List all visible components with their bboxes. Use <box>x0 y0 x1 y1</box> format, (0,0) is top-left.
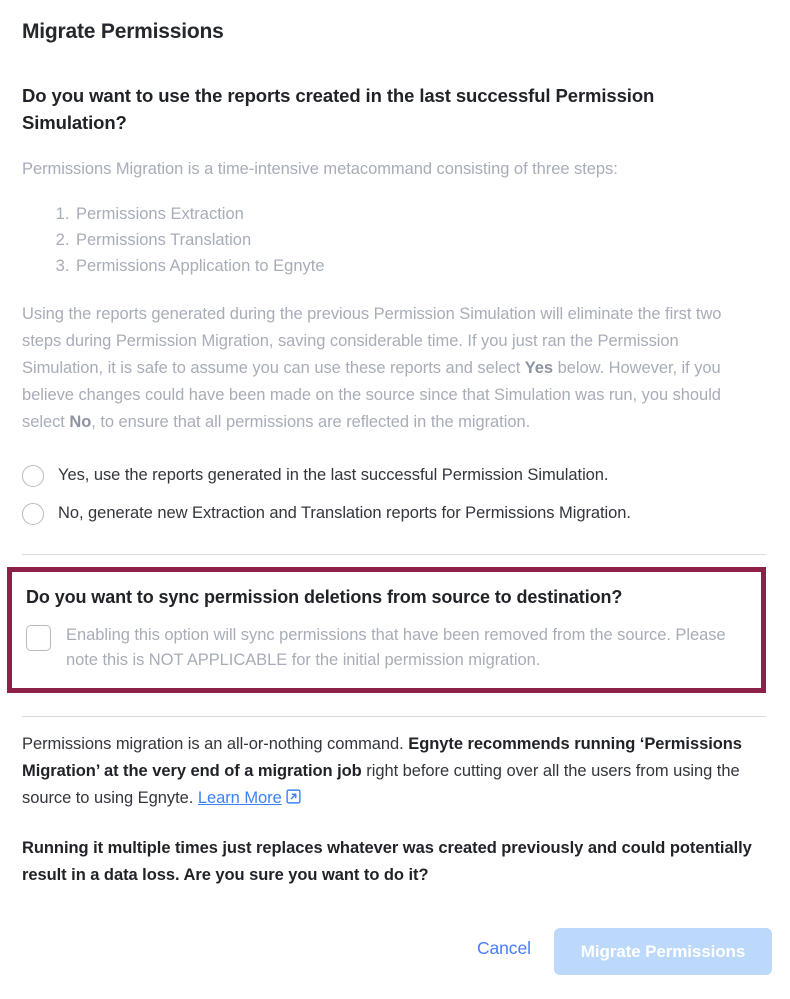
data-loss-warning-text: Running it multiple times just replaces whatever was created previously and could potentially result in a data loss. Are you sure you want to do it? <box>22 839 752 884</box>
explanation-text-3: , to ensure that all permissions are reflected in the migration. <box>91 413 531 431</box>
section2-heading: Do you want to sync permission deletions from source to destination? <box>26 587 623 607</box>
learn-more-label: Learn More <box>197 789 282 807</box>
radio-option-no[interactable] <box>22 497 631 530</box>
dialog-title: Migrate Permissions <box>22 20 224 43</box>
divider-top <box>22 554 766 555</box>
list-item: 2. Permissions Translation <box>74 227 758 253</box>
migration-notice-section <box>22 731 762 889</box>
section1-heading: Do you want to use the reports created in the last successful Permission Simulation? <box>22 85 655 133</box>
list-item: 1. Permissions Extraction <box>74 201 758 227</box>
radio-option-no-label: No, generate new Extraction and Translation reports for Permissions Migration. <box>58 504 631 522</box>
cancel-button[interactable]: Cancel <box>477 938 531 958</box>
section1-intro: Permissions Migration is a time-intensive metacommand consisting of three steps: <box>22 160 618 178</box>
section1-explanation <box>22 301 756 436</box>
dialog-footer <box>0 928 790 978</box>
explanation-text-1: Using the reports generated during the previous Permission Simulation will eliminate the first two steps during Permission Migration, saving considerable time. If you just ran the Permission Simulation, it is safe to assume you can use these reports and select <box>22 305 722 377</box>
explanation-no-emphasis: No <box>69 413 92 431</box>
checkbox-square-icon[interactable] <box>26 625 51 651</box>
migrate-permissions-button[interactable]: Migrate Permissions <box>554 928 772 975</box>
notice-text-2: right before cutting over all the users from using the source to using Egnyte. <box>22 762 740 807</box>
radio-circle-icon[interactable] <box>22 503 44 525</box>
radio-circle-icon[interactable] <box>22 465 44 487</box>
explanation-text-2: below. However, if you believe changes could have been made on the source since that Simulation was run, you should select <box>22 359 721 431</box>
migration-steps-list <box>22 201 758 279</box>
notice-bold-recommendation: Egnyte recommends running ‘Permissions Migration’ at the very end of a migration job <box>22 735 742 780</box>
sync-deletions-section <box>7 567 766 693</box>
reports-question-section <box>22 82 758 436</box>
explanation-yes-emphasis: Yes <box>524 359 554 377</box>
all-or-nothing-paragraph <box>22 731 762 813</box>
notice-text-1: Permissions migration is an all-or-nothing command. <box>22 735 409 753</box>
external-link-icon <box>286 786 301 813</box>
sync-deletions-checkbox-row[interactable] <box>26 623 743 673</box>
reports-radio-group[interactable] <box>22 459 631 530</box>
data-loss-warning <box>22 835 762 889</box>
radio-option-yes-label: Yes, use the reports generated in the last successful Permission Simulation. <box>58 466 609 484</box>
radio-option-yes[interactable] <box>22 459 631 492</box>
sync-deletions-checkbox-label: Enabling this option will sync permissions that have been removed from the source. Please note this is NOT APPLICABLE for the initial permission migration. <box>66 626 726 669</box>
list-item: 3. Permissions Application to Egnyte <box>74 253 758 279</box>
learn-more-link[interactable] <box>198 789 282 807</box>
divider-bottom <box>22 716 766 717</box>
